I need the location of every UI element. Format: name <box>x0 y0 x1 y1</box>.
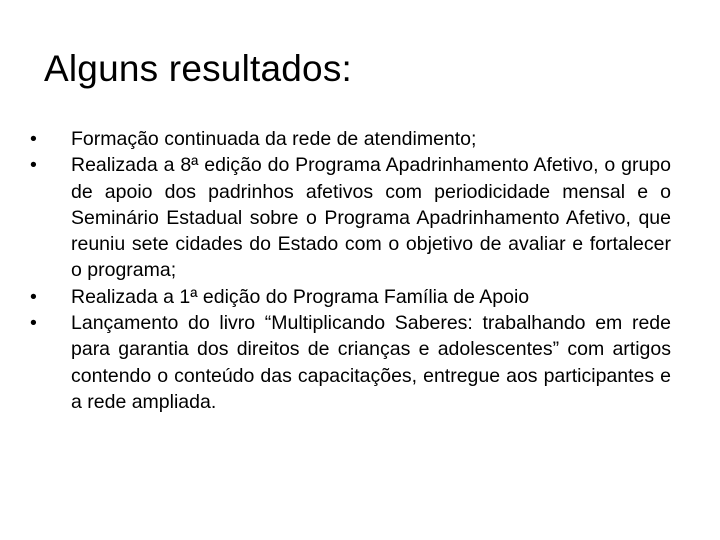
bullet-list <box>30 126 671 415</box>
bullet-item <box>30 152 671 283</box>
slide-title: Alguns resultados: <box>44 48 353 89</box>
bullet-dot-icon: • <box>30 312 37 335</box>
bullet-dot-icon: • <box>30 154 37 177</box>
bullet-item <box>30 284 671 310</box>
bullet-item <box>30 310 671 415</box>
bullet-dot-icon: • <box>30 128 37 150</box>
bullet-text: Realizada a 1ª edição do Programa Família de Apoio <box>71 285 530 308</box>
bullet-text: Lançamento do livro “Multiplicando Saberes: trabalhando em rede para garantia dos direitos de crianças e adolescentes” com artigos contendo o conteúdo das capacitações, entregue aos participantes e a rede ampliada. <box>71 312 671 413</box>
bullet-dot-icon: • <box>30 285 37 308</box>
bullet-text: Realizada a 8ª edição do Programa Apadrinhamento Afetivo, o grupo de apoio dos padrinhos afetivos com periodicidade mensal e o Seminário Estadual sobre o Programa Apadrinhamento Afetivo, que reuniu sete cidades do Estado com o objetivo de avaliar e fortalecer o programa; <box>71 154 671 282</box>
bullet-item <box>30 126 671 152</box>
bullet-text: Formação continuada da rede de atendimento; <box>71 128 477 150</box>
